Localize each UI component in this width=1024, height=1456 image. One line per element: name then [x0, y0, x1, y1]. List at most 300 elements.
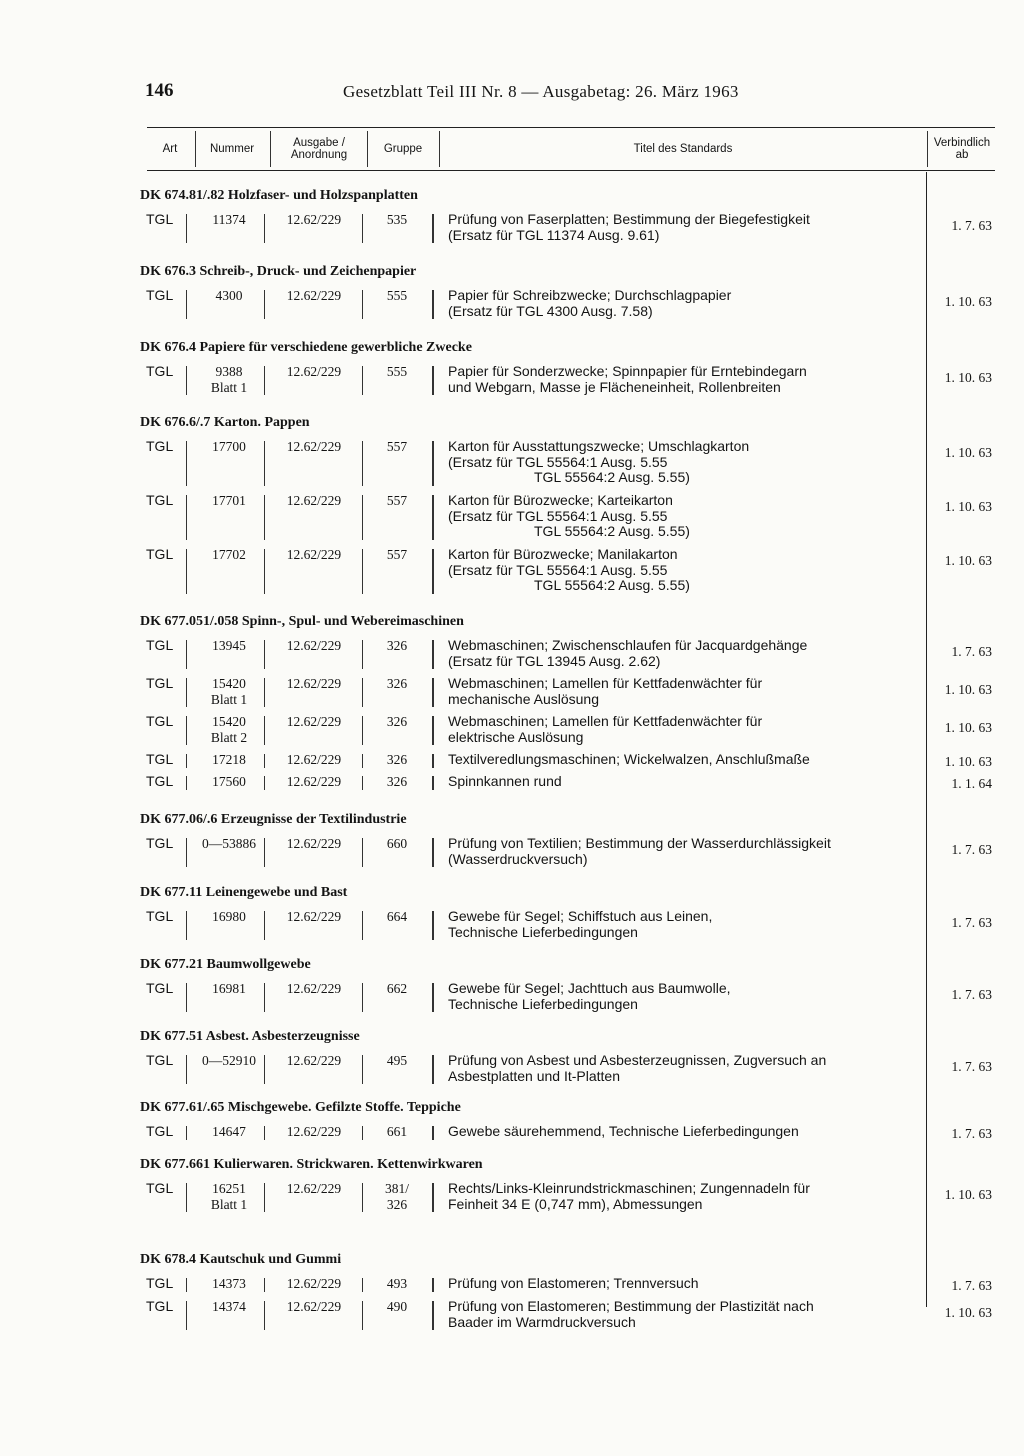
- row-nummer-line: 4300: [215, 288, 243, 303]
- row-titel: [448, 547, 908, 594]
- row-nummer: [190, 364, 268, 395]
- row-nummer: [190, 1053, 268, 1069]
- column-separator: [362, 290, 363, 319]
- row-titel-line: Karton für Bürozwecke; Manilakarton: [448, 546, 678, 562]
- row-gruppe-line: 326: [386, 714, 408, 729]
- row-nummer: [190, 774, 268, 790]
- column-separator: [186, 1278, 187, 1292]
- column-separator: [186, 549, 187, 594]
- row-verbindlich-ab: 1. 7. 63: [951, 915, 992, 930]
- row-gruppe: [366, 1299, 428, 1315]
- row-art: TGL: [146, 1180, 174, 1196]
- row-nummer-line: 14647: [212, 1124, 246, 1139]
- column-separator: [362, 214, 363, 243]
- column-separator: [186, 1055, 187, 1084]
- row-titel-line: Technische Lieferbedingungen: [448, 923, 638, 940]
- row-art: TGL: [146, 675, 174, 691]
- row-titel: [448, 1053, 908, 1084]
- row-ausgabe: 12.62/229: [286, 212, 342, 227]
- row-art: TGL: [146, 287, 174, 303]
- standard-section: [140, 338, 992, 395]
- section-heading: DK 677.661 Kulierwaren. Strickwaren. Kettenwirkwaren: [140, 1157, 483, 1172]
- row-titel-line: Prüfung von Asbest und Asbesterzeugnissen, Zugversuch an: [448, 1052, 827, 1068]
- row-nummer-line: 16981: [212, 981, 246, 996]
- row-nummer-line: 15420: [212, 714, 246, 729]
- row-ausgabe: 12.62/229: [286, 288, 342, 303]
- row-art: TGL: [146, 637, 174, 653]
- row-art: TGL: [146, 363, 174, 379]
- column-header-verbindlich: Verbindlich ab: [933, 137, 991, 161]
- column-separator: [432, 716, 434, 745]
- standard-section: [140, 413, 992, 593]
- row-nummer-line: 17560: [212, 774, 246, 789]
- standard-section: [140, 262, 992, 319]
- row-nummer: [190, 288, 268, 304]
- row-titel-line: Papier für Sonderzwecke; Spinnpapier für Erntebindegarn: [448, 363, 807, 379]
- row-gruppe-line: 662: [386, 981, 408, 996]
- row-titel-line: Gewebe für Segel; Jachttuch aus Baumwolle,: [448, 980, 731, 996]
- row-verbindlich-ab: 1. 7. 63: [951, 644, 992, 659]
- row-titel-line: (Ersatz für TGL 55564:1 Ausg. 5.55: [448, 507, 668, 524]
- row-verbindlich-ab: 1. 10. 63: [944, 720, 992, 735]
- row-ausgabe: 12.62/229: [286, 638, 342, 653]
- row-titel-line: Asbestplatten und It-Platten: [448, 1067, 620, 1084]
- column-separator: [432, 290, 434, 319]
- section-heading: DK 677.51 Asbest. Asbesterzeugnisse: [140, 1029, 360, 1044]
- column-separator: [186, 678, 187, 707]
- column-separator: [186, 214, 187, 243]
- section-heading: DK 676.4 Papiere für verschiedene gewerbliche Zwecke: [140, 340, 472, 355]
- section-heading: DK 678.4 Kautschuk und Gummi: [140, 1252, 342, 1267]
- standard-section: [140, 186, 992, 243]
- column-separator: [186, 911, 187, 940]
- row-titel-line: Technische Lieferbedingungen: [448, 995, 638, 1012]
- row-gruppe-line: 326: [386, 752, 408, 767]
- column-separator: [186, 495, 187, 540]
- column-separator: [186, 754, 187, 768]
- row-titel-line: Textilveredlungsmaschinen; Wickelwalzen, Anschlußmaße: [448, 751, 810, 767]
- row-titel: [448, 638, 908, 669]
- section-heading: DK 677.051/.058 Spinn-, Spul- und Webereimaschinen: [140, 614, 464, 629]
- row-nummer-line: 14373: [212, 1276, 246, 1291]
- column-separator: [432, 678, 434, 707]
- row-titel-line: Prüfung von Faserplatten; Bestimmung der Biegefestigkeit: [448, 211, 810, 227]
- row-gruppe-line: 664: [386, 909, 408, 924]
- row-titel-line: TGL 55564:2 Ausg. 5.55): [534, 577, 690, 593]
- row-titel-line: mechanische Auslösung: [448, 690, 599, 707]
- row-titel-line: Webmaschinen; Lamellen für Kettfadenwächter für: [448, 713, 763, 729]
- column-header-titel: Titel des Standards: [633, 143, 733, 155]
- column-separator: [264, 1126, 265, 1140]
- row-art: TGL: [146, 908, 174, 924]
- row-gruppe: [366, 638, 428, 654]
- column-separator: [362, 983, 363, 1012]
- column-separator: [432, 1301, 434, 1330]
- row-titel: [448, 909, 908, 940]
- column-separator: [186, 1301, 187, 1330]
- row-titel-line: Gewebe für Segel; Schiffstuch aus Leinen,: [448, 908, 713, 924]
- column-header-row: [147, 127, 995, 171]
- row-verbindlich-ab: 1. 1. 64: [951, 776, 992, 791]
- standard-section: [140, 810, 992, 867]
- row-nummer: [190, 752, 268, 768]
- row-nummer-line: 9388: [215, 364, 243, 379]
- row-titel-line: Prüfung von Elastomeren; Bestimmung der Plastizität nach: [448, 1298, 814, 1314]
- column-separator: [432, 1126, 434, 1140]
- row-ausgabe: 12.62/229: [286, 547, 342, 562]
- row-verbindlich-ab: 1. 7. 63: [951, 842, 992, 857]
- column-separator: [432, 1183, 434, 1212]
- row-nummer: [190, 638, 268, 654]
- row-nummer-line: 16251: [212, 1181, 246, 1196]
- row-art: TGL: [146, 211, 174, 227]
- column-separator: [186, 983, 187, 1012]
- row-verbindlich-ab: 1. 10. 63: [944, 754, 992, 769]
- standard-section: [140, 1155, 992, 1212]
- row-titel-line: Feinheit 34 E (0,747 mm), Abmessungen: [448, 1195, 703, 1212]
- row-titel-line: (Ersatz für TGL 11374 Ausg. 9.61): [448, 226, 660, 243]
- column-separator: [264, 366, 265, 395]
- row-nummer-line: Blatt 1: [210, 691, 248, 707]
- column-separator: [186, 1126, 187, 1140]
- row-nummer-line: Blatt 1: [210, 379, 248, 395]
- row-titel-line: (Ersatz für TGL 4300 Ausg. 7.58): [448, 302, 653, 319]
- row-gruppe-line: 661: [386, 1124, 408, 1139]
- row-titel-line: (Ersatz für TGL 55564:1 Ausg. 5.55: [448, 561, 668, 578]
- row-titel-line: TGL 55564:2 Ausg. 5.55): [534, 469, 690, 485]
- column-separator: [362, 838, 363, 867]
- column-separator: [264, 754, 265, 768]
- row-gruppe-line: 555: [386, 288, 408, 303]
- column-separator: [186, 290, 187, 319]
- row-gruppe-line: 535: [386, 212, 408, 227]
- column-separator: [362, 495, 363, 540]
- row-gruppe-line: 381/: [384, 1181, 409, 1196]
- row-gruppe: [366, 836, 428, 852]
- column-separator: [362, 549, 363, 594]
- column-separator: [270, 131, 271, 167]
- row-ausgabe: 12.62/229: [286, 774, 342, 789]
- column-separator: [362, 1183, 363, 1212]
- row-nummer-line: 16980: [212, 909, 246, 924]
- standard-section: [140, 955, 992, 1012]
- row-gruppe-line: 495: [386, 1053, 408, 1068]
- row-titel-line: TGL 55564:2 Ausg. 5.55): [534, 523, 690, 539]
- row-titel: [448, 439, 908, 486]
- row-gruppe: [366, 212, 428, 228]
- column-separator: [264, 495, 265, 540]
- row-gruppe: [366, 364, 428, 380]
- row-gruppe: [366, 981, 428, 997]
- column-separator: [195, 131, 196, 167]
- column-separator: [367, 131, 368, 167]
- column-separator: [362, 1055, 363, 1084]
- row-nummer-line: 17702: [212, 547, 246, 562]
- column-separator: [432, 911, 434, 940]
- row-ausgabe: 12.62/229: [286, 714, 342, 729]
- header-title: Gesetzblatt Teil III Nr. 8 — Ausgabetag: 26. März 1963: [343, 82, 739, 101]
- row-nummer-line: 0—53886: [202, 836, 256, 851]
- column-separator: [264, 640, 265, 669]
- row-ausgabe: 12.62/229: [286, 493, 342, 508]
- row-verbindlich-ab: 1. 10. 63: [944, 1187, 992, 1202]
- row-nummer: [190, 439, 268, 455]
- row-verbindlich-ab: 1. 10. 63: [944, 499, 992, 514]
- row-gruppe-line: 490: [386, 1299, 408, 1314]
- row-nummer: [190, 1299, 268, 1315]
- row-art: TGL: [146, 1275, 174, 1291]
- row-titel-line: (Ersatz für TGL 13945 Ausg. 2.62): [448, 652, 661, 669]
- standard-section: [140, 1027, 992, 1084]
- column-separator: [186, 640, 187, 669]
- column-separator: [264, 1301, 265, 1330]
- row-ausgabe: 12.62/229: [286, 364, 342, 379]
- column-separator: [264, 1278, 265, 1292]
- row-titel: [448, 1181, 908, 1212]
- row-ausgabe: 12.62/229: [286, 981, 342, 996]
- column-separator: [186, 716, 187, 745]
- row-gruppe: [366, 676, 428, 692]
- column-separator: [927, 131, 928, 167]
- row-art: TGL: [146, 438, 174, 454]
- column-separator: [362, 441, 363, 486]
- row-titel: [448, 981, 908, 1012]
- row-nummer: [190, 547, 268, 563]
- standard-section: [140, 883, 992, 940]
- row-gruppe: [366, 439, 428, 455]
- row-nummer: [190, 1181, 268, 1212]
- row-titel-line: Karton für Bürozwecke; Karteikarton: [448, 492, 673, 508]
- row-verbindlich-ab: 1. 10. 63: [944, 553, 992, 568]
- standard-section: [140, 1250, 992, 1330]
- section-heading: DK 676.6/.7 Karton. Pappen: [140, 415, 310, 430]
- row-gruppe: [366, 493, 428, 509]
- column-separator: [264, 911, 265, 940]
- column-separator: [264, 776, 265, 790]
- row-titel-line: Karton für Ausstattungszwecke; Umschlagkarton: [448, 438, 750, 454]
- row-titel-line: Baader im Warmdruckversuch: [448, 1313, 636, 1330]
- row-ausgabe: 12.62/229: [286, 1276, 342, 1291]
- column-header-ausgabe: Ausgabe / Anordnung: [290, 137, 348, 161]
- row-art: TGL: [146, 492, 174, 508]
- row-nummer-line: 15420: [212, 676, 246, 691]
- column-separator: [264, 838, 265, 867]
- column-separator: [439, 131, 440, 167]
- row-verbindlich-ab: 1. 10. 63: [944, 370, 992, 385]
- row-ausgabe: 12.62/229: [286, 1124, 342, 1139]
- row-gruppe-line: 326: [386, 774, 408, 789]
- row-ausgabe: 12.62/229: [286, 836, 342, 851]
- row-art: TGL: [146, 713, 174, 729]
- column-separator: [362, 640, 363, 669]
- row-nummer: [190, 1124, 268, 1140]
- row-nummer-line: 0—52910: [202, 1053, 256, 1068]
- column-separator: [362, 754, 363, 768]
- column-separator: [432, 441, 434, 486]
- row-art: TGL: [146, 835, 174, 851]
- column-separator: [432, 983, 434, 1012]
- row-titel: [448, 288, 908, 319]
- row-gruppe-line: 660: [386, 836, 408, 851]
- row-titel-line: (Ersatz für TGL 55564:1 Ausg. 5.55: [448, 453, 668, 470]
- row-verbindlich-ab: 1. 7. 63: [951, 1059, 992, 1074]
- column-header-nummer: Nummer: [209, 143, 255, 155]
- section-heading: DK 677.61/.65 Mischgewebe. Gefilzte Stoffe. Teppiche: [140, 1100, 461, 1115]
- row-gruppe-line: 557: [386, 439, 408, 454]
- column-separator: [362, 716, 363, 745]
- column-separator: [362, 1126, 363, 1140]
- row-titel: [448, 1124, 908, 1140]
- row-nummer: [190, 909, 268, 925]
- row-gruppe: [366, 288, 428, 304]
- row-nummer: [190, 676, 268, 707]
- row-verbindlich-ab: 1. 10. 63: [944, 1305, 992, 1320]
- column-separator: [432, 495, 434, 540]
- column-separator: [264, 716, 265, 745]
- column-separator: [186, 776, 187, 790]
- column-separator: [362, 678, 363, 707]
- column-separator: [186, 1183, 187, 1212]
- row-nummer-line: Blatt 1: [210, 1196, 248, 1212]
- column-separator: [264, 290, 265, 319]
- column-separator: [432, 640, 434, 669]
- row-nummer: [190, 1276, 268, 1292]
- row-titel-line: Papier für Schreibzwecke; Durchschlagpapier: [448, 287, 732, 303]
- row-ausgabe: 12.62/229: [286, 752, 342, 767]
- row-titel: [448, 1276, 908, 1292]
- column-separator: [432, 1055, 434, 1084]
- column-separator: [264, 983, 265, 1012]
- row-titel-line: (Wasserdruckversuch): [448, 850, 588, 867]
- row-art: TGL: [146, 546, 174, 562]
- row-titel-line: Webmaschinen; Lamellen für Kettfadenwächter für: [448, 675, 763, 691]
- row-art: TGL: [146, 751, 174, 767]
- section-heading: DK 677.11 Leinengewebe und Bast: [140, 885, 348, 900]
- row-gruppe: [366, 1053, 428, 1069]
- row-verbindlich-ab: 1. 7. 63: [951, 1126, 992, 1141]
- row-art: TGL: [146, 1052, 174, 1068]
- column-separator: [264, 214, 265, 243]
- row-nummer: [190, 836, 268, 852]
- row-gruppe-line: 326: [386, 676, 408, 691]
- row-gruppe-line: 326: [386, 638, 408, 653]
- row-titel: [448, 774, 908, 790]
- column-separator: [362, 1301, 363, 1330]
- row-nummer: [190, 714, 268, 745]
- row-titel-line: Prüfung von Textilien; Bestimmung der Wasserdurchlässigkeit: [448, 835, 831, 851]
- row-gruppe: [366, 774, 428, 790]
- page-number: 146: [145, 80, 174, 101]
- row-titel-line: Gewebe säurehemmend, Technische Lieferbedingungen: [448, 1123, 799, 1139]
- column-separator: [264, 1183, 265, 1212]
- row-gruppe: [366, 752, 428, 768]
- column-separator: [432, 838, 434, 867]
- column-separator: [432, 754, 434, 768]
- column-header-art: Art: [162, 143, 178, 155]
- row-gruppe-line: 557: [386, 547, 408, 562]
- row-titel: [448, 364, 908, 395]
- column-separator: [264, 441, 265, 486]
- row-titel-line: Rechts/Links-Kleinrundstrickmaschinen; Zungennadeln für: [448, 1180, 810, 1196]
- row-ausgabe: 12.62/229: [286, 1299, 342, 1314]
- row-gruppe: [366, 1276, 428, 1292]
- row-verbindlich-ab: 1. 7. 63: [951, 987, 992, 1002]
- row-titel-line: Prüfung von Elastomeren; Trennversuch: [448, 1275, 699, 1291]
- section-heading: DK 676.3 Schreib-, Druck- und Zeichenpapier: [140, 264, 417, 279]
- row-verbindlich-ab: 1. 7. 63: [951, 1278, 992, 1293]
- row-nummer-line: 17218: [212, 752, 246, 767]
- row-titel-line: und Webgarn, Masse je Flächeneinheit, Rollenbreiten: [448, 378, 781, 395]
- row-gruppe: [366, 714, 428, 730]
- row-verbindlich-ab: 1. 10. 63: [944, 294, 992, 309]
- row-titel: [448, 493, 908, 540]
- column-separator: [432, 214, 434, 243]
- row-nummer: [190, 493, 268, 509]
- standard-section: [140, 612, 992, 791]
- column-separator: [362, 1278, 363, 1292]
- row-titel-line: Webmaschinen; Zwischenschlaufen für Jacquardgehänge: [448, 637, 808, 653]
- row-ausgabe: 12.62/229: [286, 439, 342, 454]
- row-titel: [448, 676, 908, 707]
- row-nummer-line: 13945: [212, 638, 246, 653]
- row-titel: [448, 714, 908, 745]
- row-art: TGL: [146, 980, 174, 996]
- row-ausgabe: 12.62/229: [286, 1053, 342, 1068]
- row-ausgabe: 12.62/229: [286, 909, 342, 924]
- column-separator: [264, 678, 265, 707]
- column-separator: [362, 366, 363, 395]
- column-separator: [264, 549, 265, 594]
- row-gruppe: [366, 1124, 428, 1140]
- column-separator: [432, 549, 434, 594]
- row-ausgabe: 12.62/229: [286, 676, 342, 691]
- row-gruppe: [366, 547, 428, 563]
- column-header-gruppe: Gruppe: [383, 143, 423, 155]
- row-gruppe: [366, 909, 428, 925]
- column-separator: [186, 838, 187, 867]
- row-verbindlich-ab: 1. 10. 63: [944, 445, 992, 460]
- row-art: TGL: [146, 773, 174, 789]
- row-nummer: [190, 981, 268, 997]
- row-gruppe: [366, 1181, 428, 1212]
- column-separator: [432, 366, 434, 395]
- row-titel: [448, 1299, 908, 1330]
- row-titel-line: elektrische Auslösung: [448, 728, 584, 745]
- row-gruppe-line: 555: [386, 364, 408, 379]
- row-gruppe-line: 493: [386, 1276, 408, 1291]
- row-gruppe-line: 557: [386, 493, 408, 508]
- column-separator: [432, 1278, 434, 1292]
- section-heading: DK 674.81/.82 Holzfaser- und Holzspanplatten: [140, 188, 418, 203]
- column-separator: [186, 441, 187, 486]
- row-nummer-line: Blatt 2: [210, 729, 248, 745]
- row-ausgabe: 12.62/229: [286, 1181, 342, 1196]
- row-nummer-line: 17701: [212, 493, 246, 508]
- row-titel: [448, 752, 908, 768]
- row-nummer-line: 11374: [212, 212, 246, 227]
- standard-section: [140, 1098, 992, 1141]
- column-separator: [264, 1055, 265, 1084]
- column-separator: [362, 911, 363, 940]
- row-nummer-line: 14374: [212, 1299, 246, 1314]
- row-titel-line: Spinnkannen rund: [448, 773, 562, 789]
- row-nummer-line: 17700: [212, 439, 246, 454]
- row-art: TGL: [146, 1298, 174, 1314]
- section-heading: DK 677.06/.6 Erzeugnisse der Textilindustrie: [140, 812, 407, 827]
- page-header: [145, 80, 995, 106]
- right-column-rule: [926, 172, 927, 1307]
- row-titel: [448, 212, 908, 243]
